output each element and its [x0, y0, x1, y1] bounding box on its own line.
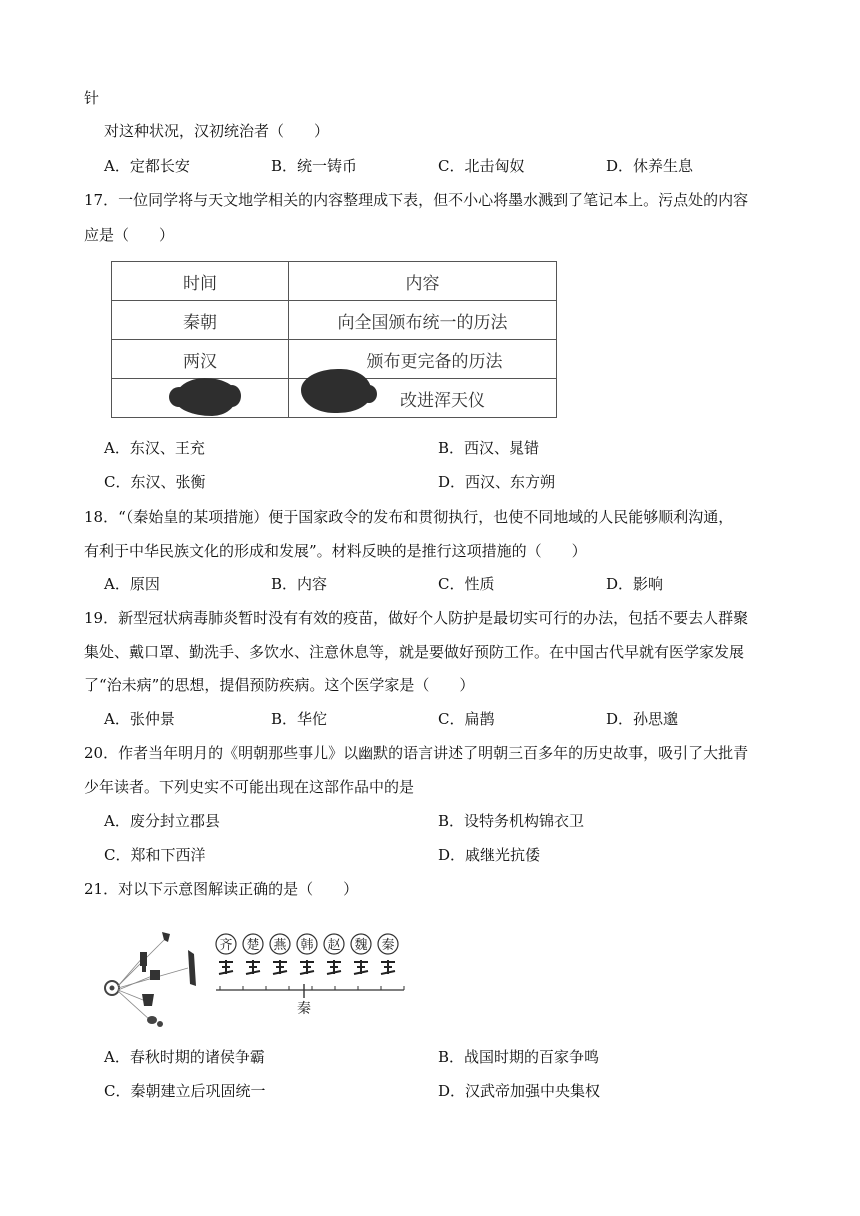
ancient-script-glyph-icon — [300, 960, 314, 974]
q21-stem: 21．对以下示意图解读正确的是（ ） — [84, 880, 359, 898]
q18-option-b: B．内容 — [271, 575, 328, 593]
state-name: 燕 — [273, 938, 287, 953]
q18-option-c: C．性质 — [438, 575, 495, 593]
q16-option-d: D．休养生息 — [606, 157, 694, 175]
q20-stem-line2: 少年读者。下列史实不可能出现在这部作品中的是 — [84, 778, 415, 796]
q20-option-d: D．戚继光抗倭 — [438, 846, 541, 864]
q18-option-a: A．原因 — [104, 575, 160, 593]
state-name: 魏 — [354, 938, 368, 953]
q19-option-d: D．孙思邈 — [606, 710, 679, 728]
state-circle — [243, 934, 263, 954]
table-cell-time-1: 秦朝 — [112, 301, 289, 340]
table-cell-content-3: 改进浑天仪 — [289, 379, 557, 418]
qin-unified-char: 秦 — [297, 1001, 311, 1017]
state-circle — [378, 934, 398, 954]
state-name: 齐 — [219, 938, 233, 953]
q20-option-a: A．废分封立郡县 — [104, 812, 220, 830]
q19-stem-line3: 了“治未病”的思想，提倡预防疾病。这个医学家是（ ） — [84, 676, 475, 694]
q21-option-d: D．汉武帝加强中央集权 — [438, 1082, 601, 1100]
ink-blot-icon — [223, 385, 241, 407]
ancient-script-glyph-icon — [327, 960, 341, 974]
table-header-content: 内容 — [289, 262, 557, 301]
table-cell-content-1: 向全国颁布统一的历法 — [289, 301, 557, 340]
q19-stem-line2: 集处、戴口罩、勤洗手、多饮水、注意休息等，就是要做好预防工作。在中国古代早就有医学家发展 — [84, 643, 745, 661]
q16-option-c: C．北击匈奴 — [438, 157, 525, 175]
q19-option-b: B．华佗 — [271, 710, 328, 728]
ancient-script-glyph-icon — [354, 960, 368, 974]
ink-blot-icon — [169, 387, 189, 407]
q17-option-a: A．东汉、王充 — [104, 439, 205, 457]
ancient-script-glyph-icon — [219, 960, 233, 974]
table-cell-time-2: 两汉 — [112, 340, 289, 379]
q17-option-b: B．西汉、晁错 — [438, 439, 540, 457]
ancient-script-glyph-icon — [273, 960, 287, 974]
q19-option-a: A．张仲景 — [104, 710, 175, 728]
q21-diagram — [104, 928, 414, 1028]
state-name: 楚 — [246, 938, 260, 953]
q18-stem-line1: 18．“（秦始皇的某项措施）便于国家政令的发布和贯彻执行，也使不同地域的人民能够顺利沟通， — [84, 508, 734, 526]
q16-option-a: A．定都长安 — [104, 157, 190, 175]
q16-stem: 对这种状况，汉初统治者（ ） — [104, 122, 330, 140]
q17-option-c: C．东汉、张衡 — [104, 473, 206, 491]
q20-option-c: C．郑和下西洋 — [104, 846, 206, 864]
q19-option-c: C．扁鹊 — [438, 710, 495, 728]
state-name: 赵 — [327, 938, 341, 953]
q17-option-d: D．西汉、东方朔 — [438, 473, 556, 491]
state-circle — [297, 934, 317, 954]
ancient-script-glyph-icon — [381, 960, 395, 974]
q17-table — [111, 261, 557, 418]
q19-stem-line1: 19．新型冠状病毒肺炎暂时没有有效的疫苗，做好个人防护是最切实可行的办法，包括不要去人群聚 — [84, 609, 749, 627]
state-circle — [216, 934, 236, 954]
q16-tail-text: 针 — [84, 89, 100, 107]
q17-stem-line1: 17．一位同学将与天文地学相关的内容整理成下表，但不小心将墨水溅到了笔记本上。污点处的内容 — [84, 191, 749, 209]
q16-option-b: B．统一铸币 — [271, 157, 358, 175]
state-circle — [324, 934, 344, 954]
q18-stem-line2: 有利于中华民族文化的形成和发展”。材料反映的是推行这项措施的（ ） — [84, 542, 587, 560]
currency-script-diagram — [104, 928, 414, 1028]
ink-blot-icon — [361, 385, 377, 403]
q21-option-c: C．秦朝建立后巩固统一 — [104, 1082, 266, 1100]
q20-stem-line1: 20．作者当年明月的《明朝那些事儿》以幽默的语言讲述了明朝三百多年的历史故事，吸引了大批青 — [84, 744, 749, 762]
ancient-coins-icon — [105, 932, 196, 1027]
q18-option-d: D．影响 — [606, 575, 664, 593]
q21-option-a: A．春秋时期的诸侯争霸 — [104, 1048, 265, 1066]
state-circle — [351, 934, 371, 954]
state-name: 韩 — [300, 938, 314, 953]
table-header-time: 时间 — [112, 262, 289, 301]
q17-stem-line2: 应是（ ） — [84, 226, 175, 244]
state-name: 秦 — [381, 938, 395, 953]
q21-option-b: B．战国时期的百家争鸣 — [438, 1048, 600, 1066]
table-cell-content-2: 颁布更完备的历法 — [289, 340, 557, 379]
q20-option-b: B．设特务机构锦衣卫 — [438, 812, 585, 830]
state-circle — [270, 934, 290, 954]
ancient-script-glyph-icon — [246, 960, 260, 974]
